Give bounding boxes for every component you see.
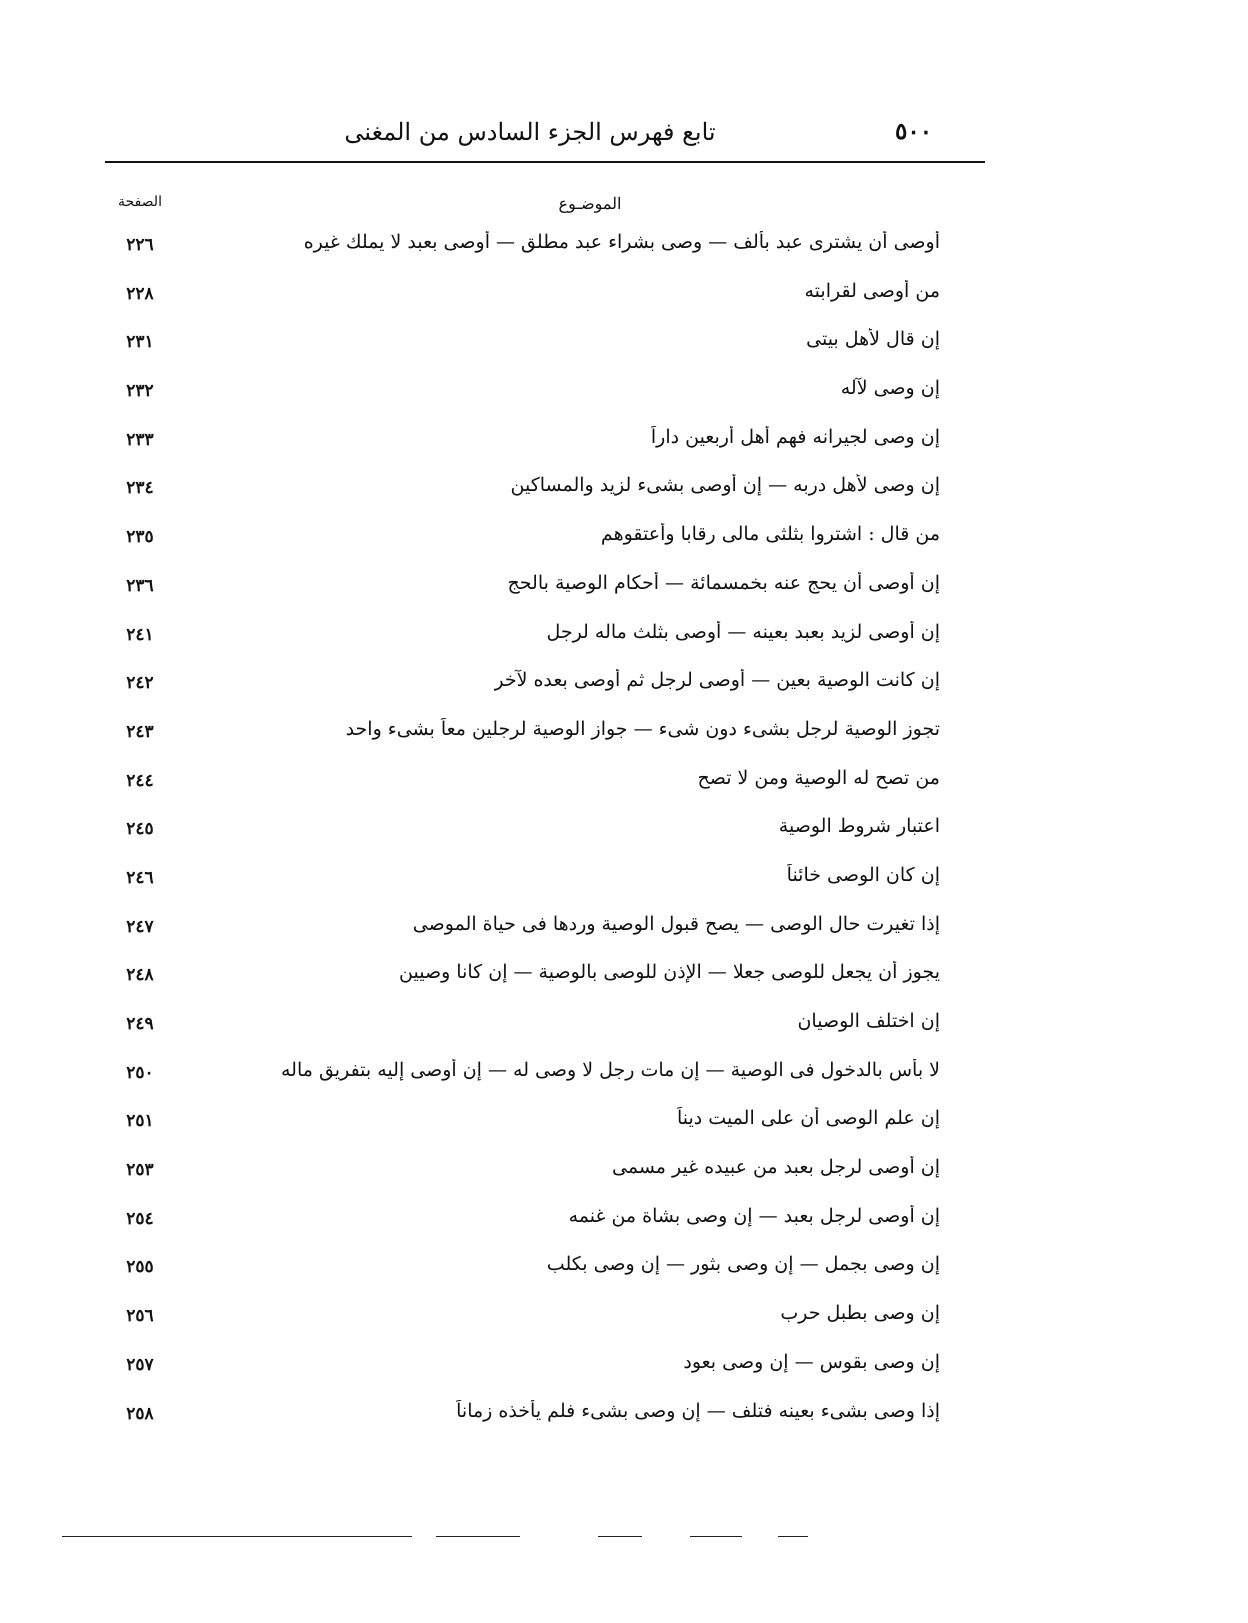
header-divider [105, 161, 985, 163]
entry-topic: لا بأس بالدخول فى الوصية — إن مات رجل لا وصى له — إن أوصى إليه بتفريق ماله [280, 1058, 940, 1081]
topic-column-header: الموضـوع [558, 194, 622, 213]
entry-page-number: ٢٤٩ [126, 1014, 154, 1034]
page-column-header: الصفحة [118, 194, 162, 210]
entry-page-number: ٢٤١ [126, 624, 154, 645]
entry-topic: إن كانت الوصية بعين — أوصى لرجل ثم أوصى بعده لآخر [494, 669, 940, 692]
entry-topic: إن وصى لجيرانه فهم أهل أربعين داراً [650, 425, 940, 448]
entry-page-number: ٢٥٥ [126, 1257, 154, 1278]
index-entry [100, 1343, 940, 1392]
index-entry [100, 661, 940, 710]
entry-page-number: ٢٤٦ [126, 867, 154, 888]
footer-rule-segment [690, 1536, 742, 1537]
entry-topic: تجوز الوصية لرجل بشىء دون شىء — جواز الوصية لرجلين معاً بشىء واحد [345, 717, 940, 740]
index-entry [100, 1294, 940, 1343]
entry-topic: أوصى أن يشترى عبد بألف — وصى بشراء عبد مطلق — أوصى بعبد لا يملك غيره [303, 231, 940, 253]
entry-topic: من قال : اشتروا بثلثى مالى رقابا وأعتقوهم [600, 523, 940, 546]
entry-topic: إن كان الوصى خائناً [786, 863, 940, 886]
entry-topic: إن علم الوصى أن على الميت ديناً [676, 1107, 940, 1130]
page-number: ٥٠٠ [895, 118, 933, 145]
entry-topic: إذا وصى بشىء بعينه فتلف — إن وصى بشىء فلم يأخذه زماناً [456, 1399, 940, 1422]
index-entry [100, 1051, 940, 1100]
entry-page-number: ٢٥٦ [126, 1306, 154, 1327]
entry-topic: إن وصى لأهل دربه — إن أوصى بشىء لزيد والمساكين [510, 474, 940, 497]
entry-topic: إن أوصى أن يحج عنه بخمسمائة — أحكام الوصية بالحج [507, 571, 940, 594]
entry-page-number: ٢٣٥ [126, 527, 154, 548]
entry-topic: إن قال لأهل بيتى [806, 328, 940, 351]
entry-page-number: ٢٤٢ [126, 673, 154, 694]
index-entry [100, 272, 940, 321]
entry-page-number: ٢٥٤ [126, 1208, 154, 1229]
footer-rule-segment [778, 1536, 808, 1537]
entry-topic: من أوصى لقرابته [804, 279, 940, 302]
index-entry [100, 1245, 940, 1294]
index-entry [100, 1197, 940, 1246]
entry-page-number: ٢٥٠ [126, 1062, 154, 1083]
index-entry [100, 613, 940, 662]
index-entry [100, 369, 940, 418]
index-entry [100, 515, 940, 564]
index-entry [100, 1002, 940, 1051]
footer-rule-segment [436, 1536, 520, 1537]
entry-topic: إن وصى بطبل حرب [780, 1302, 940, 1325]
footer-rules [0, 1530, 1248, 1550]
index-entry [100, 320, 940, 369]
entry-page-number: ٢٤٥ [126, 819, 154, 840]
index-entry [100, 807, 940, 856]
entry-topic: إذا تغيرت حال الوصى — يصح قبول الوصية وردها فى حياة الموصى [412, 912, 940, 935]
entry-topic: إن وصى بجمل — إن وصى بثور — إن وصى بكلب [546, 1253, 940, 1276]
entry-topic: يجوز أن يجعل للوصى جعلا — الإذن للوصى بالوصية — إن كانا وصيين [399, 961, 940, 984]
index-entry [100, 953, 940, 1002]
index-entry [100, 759, 940, 808]
entry-topic: إن أوصى لرجل بعبد — إن وصى بشاة من غنمه [568, 1204, 940, 1227]
entry-page-number: ٢٣١ [126, 332, 154, 353]
footer-rule-segment [62, 1536, 412, 1537]
index-entry [100, 564, 940, 613]
entry-page-number: ٢٣٢ [126, 381, 154, 402]
entry-page-number: ٢٣٤ [126, 478, 154, 499]
entry-page-number: ٢٥٧ [126, 1354, 154, 1375]
index-entry [100, 710, 940, 759]
entry-topic: اعتبار شروط الوصية [778, 815, 940, 838]
entry-page-number: ٢٥١ [126, 1111, 154, 1132]
index-entry [100, 223, 940, 272]
page-header-title: تابع فهرس الجزء السادس من المغنى [344, 118, 716, 146]
entry-page-number: ٢٤٣ [126, 721, 154, 742]
entry-topic: إن وصى لآله [840, 377, 940, 400]
entry-topic: إن اختلف الوصيان [797, 1010, 940, 1032]
footer-rule-segment [598, 1536, 642, 1537]
index-entries [100, 223, 940, 1440]
index-entry [100, 1392, 940, 1441]
entry-topic: إن أوصى لزيد بعبد بعينه — أوصى بثلث ماله لرجل [546, 620, 940, 643]
entry-page-number: ٢٤٤ [126, 770, 154, 791]
entry-topic: إن وصى بقوس — إن وصى بعود [683, 1350, 940, 1373]
entry-page-number: ٢٢٦ [126, 235, 154, 255]
index-entry [100, 856, 940, 905]
index-entry [100, 418, 940, 467]
entry-page-number: ٢٤٧ [126, 916, 154, 937]
entry-topic: إن أوصى لرجل بعبد من عبيده غير مسمى [612, 1156, 940, 1179]
index-entry [100, 1148, 940, 1197]
entry-page-number: ٢٢٨ [126, 283, 154, 304]
index-entry [100, 466, 940, 515]
entry-page-number: ٢٣٦ [126, 575, 154, 596]
entry-page-number: ٢٥٣ [126, 1160, 154, 1181]
index-entry [100, 1099, 940, 1148]
entry-page-number: ٢٤٨ [126, 965, 154, 986]
index-entry [100, 905, 940, 954]
entry-page-number: ٢٥٨ [126, 1403, 154, 1424]
entry-topic: من تصح له الوصية ومن لا تصح [697, 766, 940, 789]
entry-page-number: ٢٣٣ [126, 429, 154, 450]
